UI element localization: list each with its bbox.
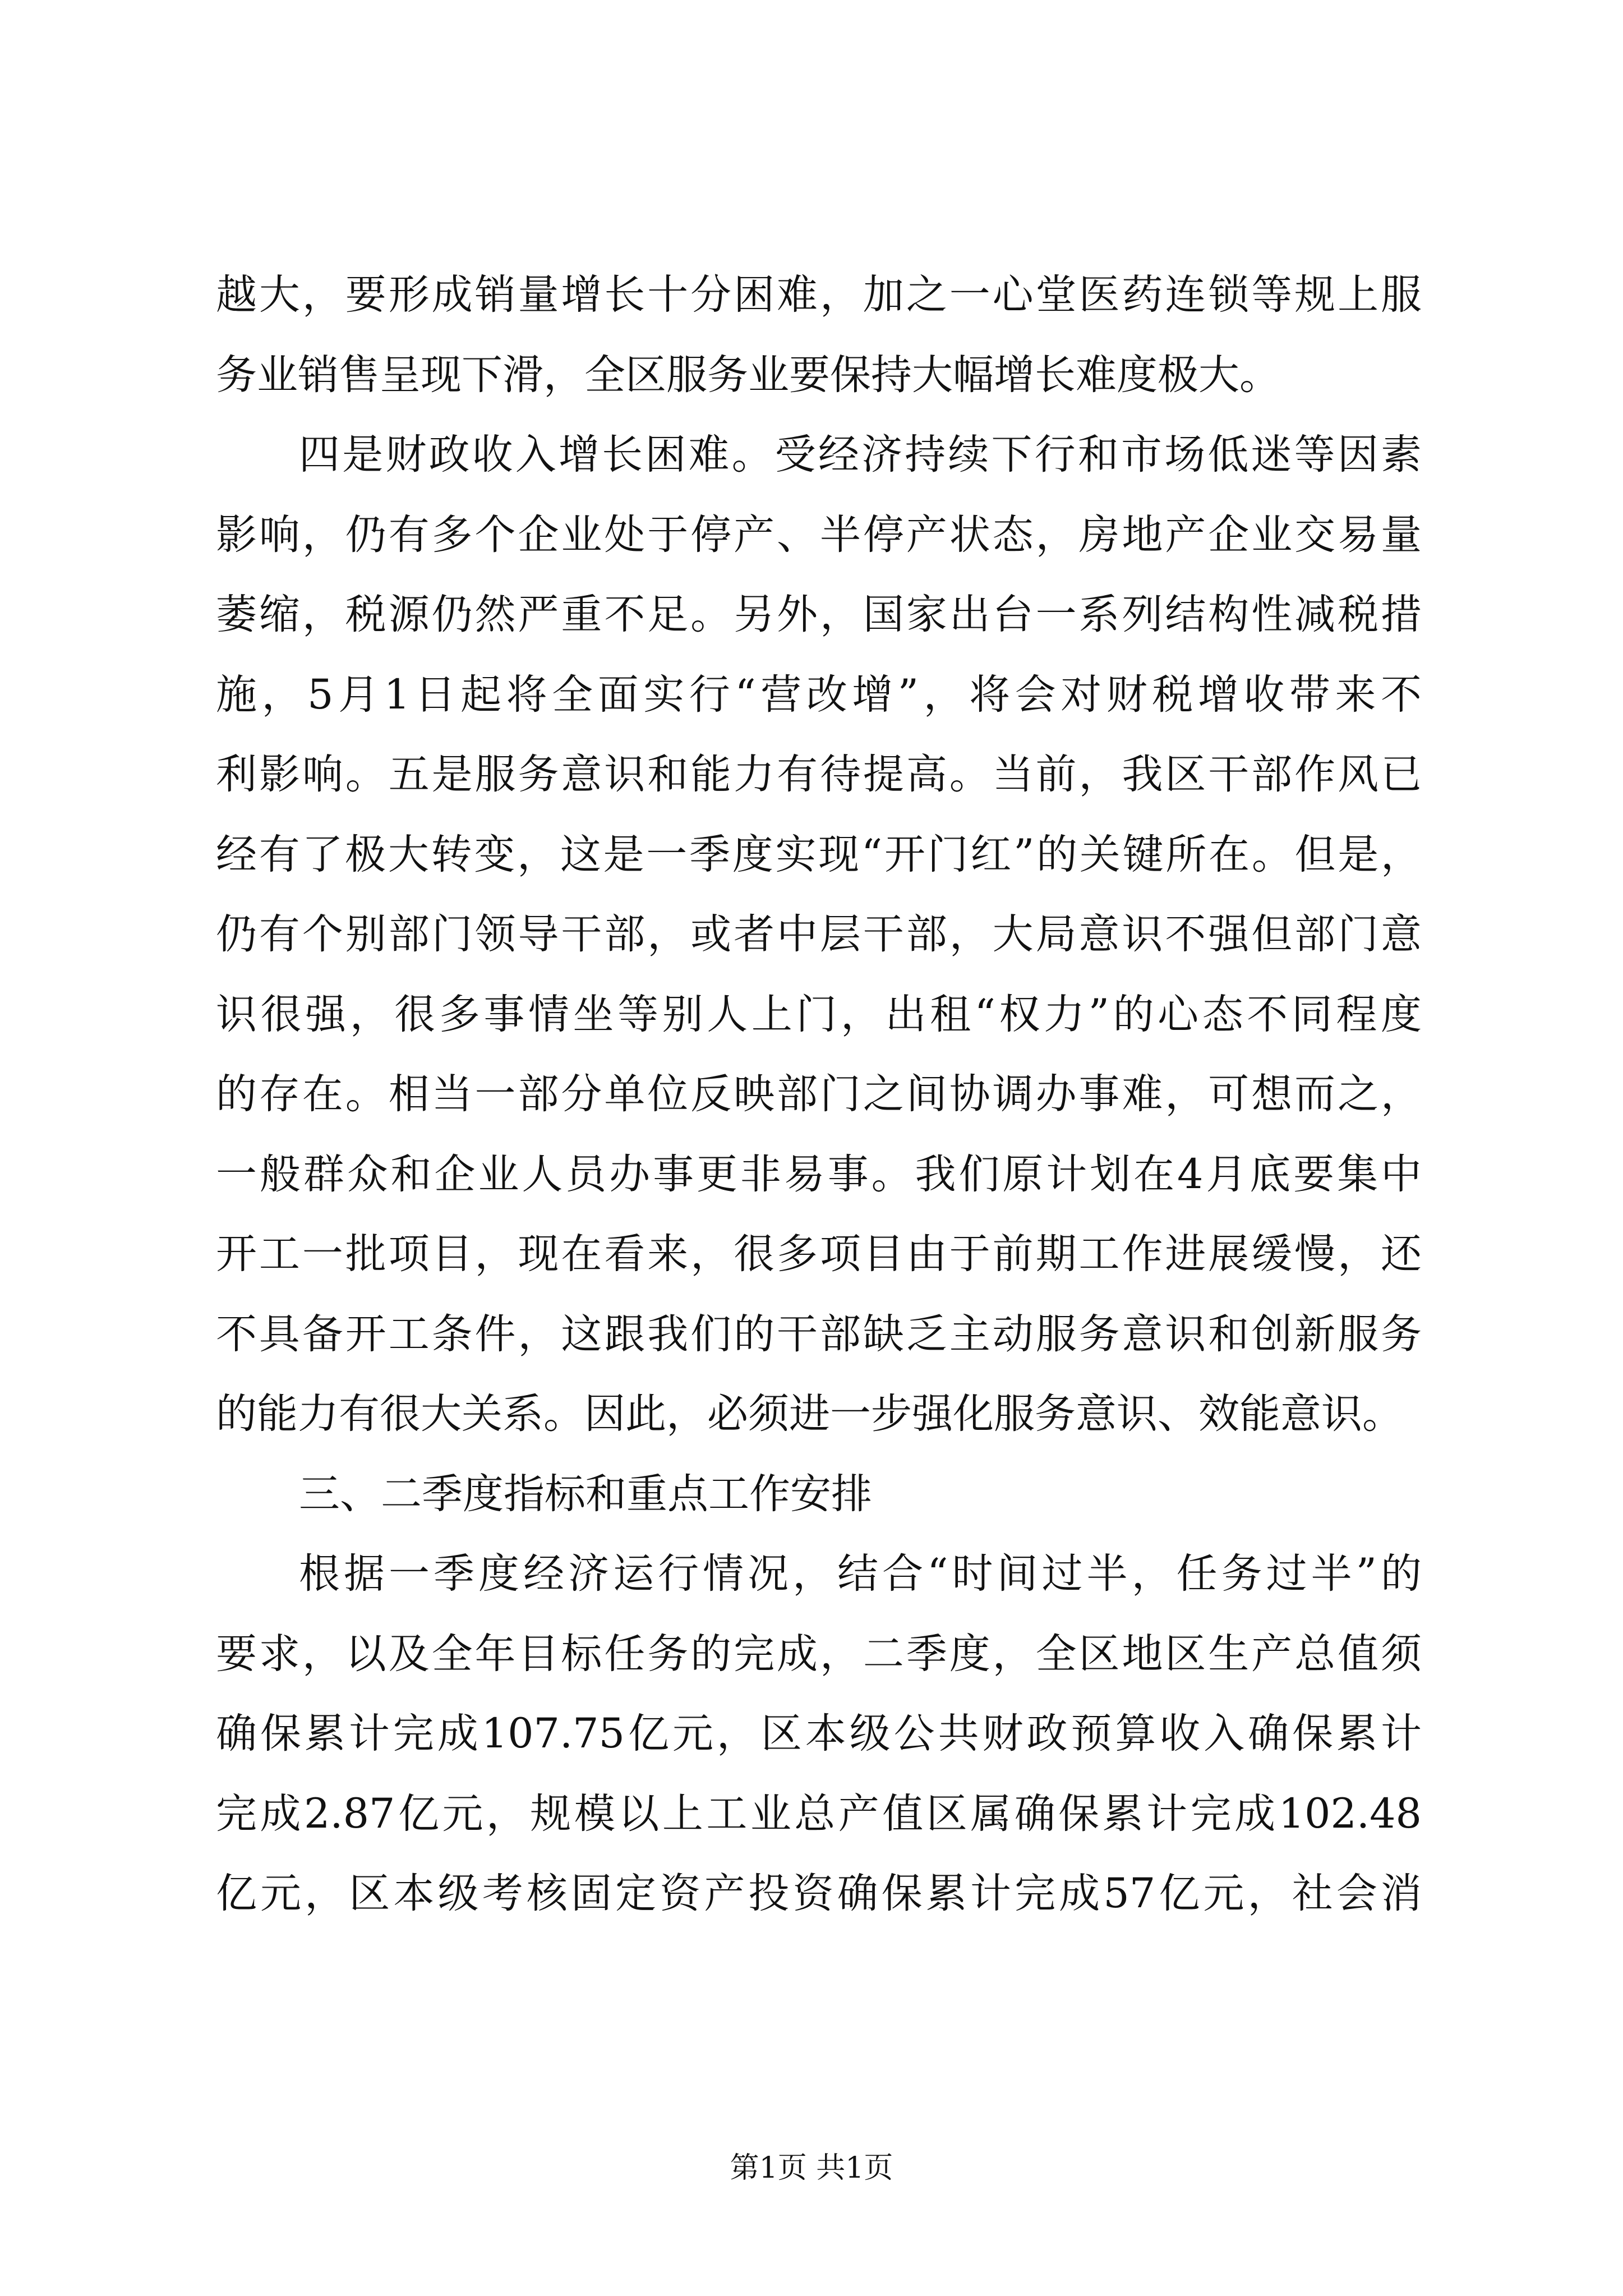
text-line: 确保累计完成107.75亿元，区本级公共财政预算收入确保累计 bbox=[216, 1710, 1422, 1757]
text-line: 开工一批项目，现在看来，很多项目由于前期工作进展缓慢，还 bbox=[216, 1230, 1422, 1278]
text-line: 施，5月1日起将全面实行“营改增”，将会对财税增收带来不 bbox=[216, 670, 1422, 719]
section-heading: 三、二季度指标和重点工作安排 bbox=[299, 1470, 872, 1518]
text-line: 越大，要形成销量增长十分困难，加之一心堂医药连锁等规上服 bbox=[216, 271, 1422, 319]
text-line: 识很强，很多事情坐等别人上门，出租“权力”的心态不同程度 bbox=[216, 990, 1422, 1038]
text-line: 的存在。相当一部分单位反映部门之间协调办事难，可想而之， bbox=[216, 1070, 1422, 1118]
text-line: 一般群众和企业人员办事更非易事。我们原计划在4月底要集中 bbox=[216, 1150, 1422, 1198]
text-line: 萎缩，税源仍然严重不足。另外，国家出台一系列结构性减税措 bbox=[216, 591, 1422, 638]
text-line: 经有了极大转变，这是一季度实现“开门红”的关键所在。但是， bbox=[216, 830, 1422, 878]
text-line: 利影响。五是服务意识和能力有待提高。当前，我区干部作风已 bbox=[216, 751, 1422, 798]
document-body bbox=[216, 255, 1422, 1934]
text-line: 仍有个别部门领导干部，或者中层干部，大局意识不强但部门意 bbox=[216, 910, 1422, 958]
text-line: 不具备开工条件，这跟我们的干部缺乏主动服务意识和创新服务 bbox=[216, 1310, 1422, 1358]
text-line: 要求，以及全年目标任务的完成，二季度，全区地区生产总值须 bbox=[216, 1630, 1422, 1678]
text-line: 完成2.87亿元，规模以上工业总产值区属确保累计完成102.48 bbox=[216, 1789, 1422, 1838]
text-line: 务业销售呈现下滑，全区服务业要保持大幅增长难度极大。 bbox=[216, 351, 1280, 399]
page-number-footer: 第1页 共1页 bbox=[730, 2151, 893, 2185]
paragraph-start-line: 四是财政收入增长困难。受经济持续下行和市场低迷等因素 bbox=[299, 431, 1422, 478]
paragraph-start-line: 根据一季度经济运行情况，结合“时间过半，任务过半”的 bbox=[299, 1550, 1422, 1598]
text-line: 的能力有很大关系。因此，必须进一步强化服务意识、效能意识。 bbox=[216, 1390, 1403, 1438]
text-line: 亿元，区本级考核固定资产投资确保累计完成57亿元，社会消 bbox=[216, 1870, 1422, 1917]
text-line: 影响，仍有多个企业处于停产、半停产状态，房地产企业交易量 bbox=[216, 510, 1422, 559]
